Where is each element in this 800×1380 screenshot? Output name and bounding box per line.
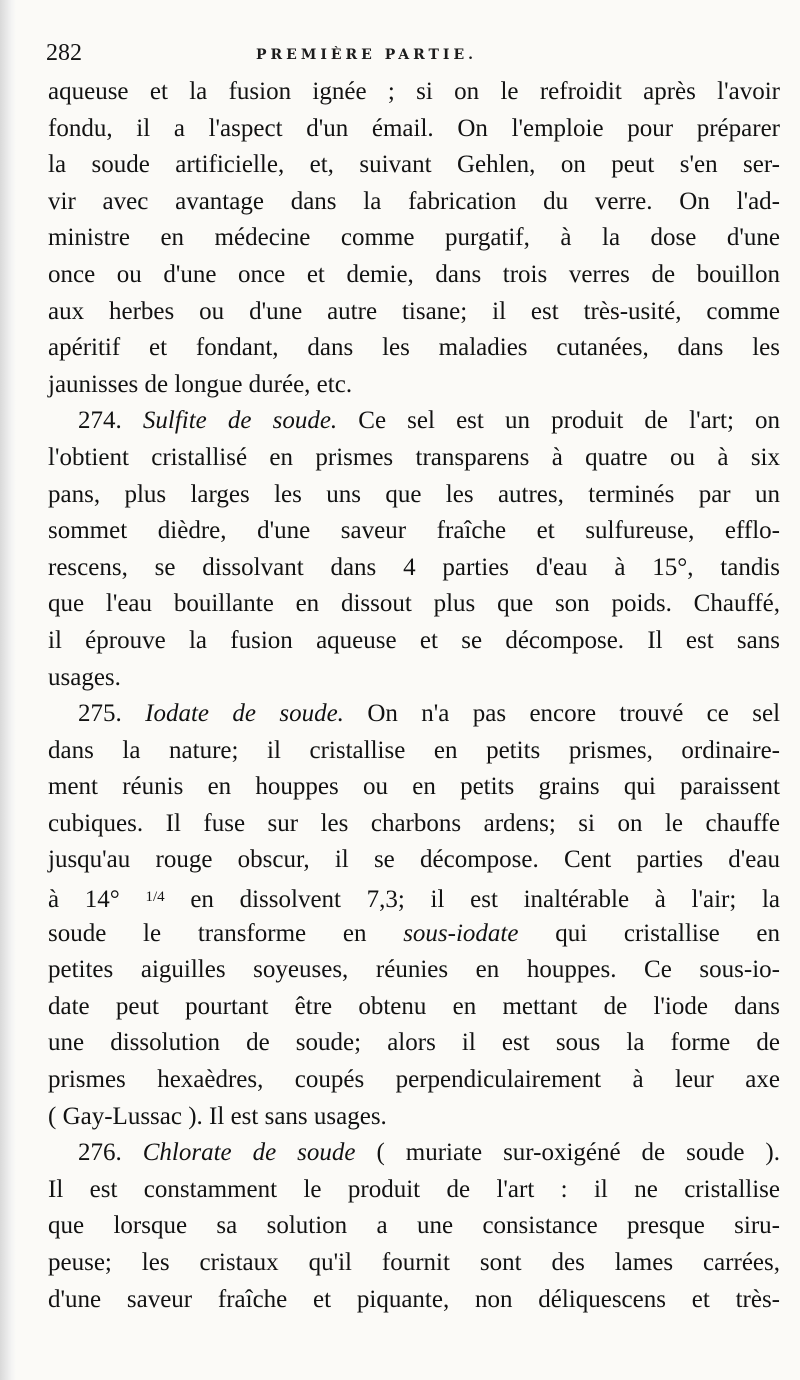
section-number: 275. — [78, 700, 122, 728]
text-segment: soude le transforme en — [48, 919, 367, 947]
text-line: petites aiguilles soyeuses, réunies en houppes. Ce sous-io- — [48, 956, 780, 984]
section-title: Sulfite de soude. — [142, 407, 338, 435]
text-line: jaunisses de longue durée, etc. — [48, 370, 353, 398]
text-line: vir avec avantage dans la fabrication du verre. On l'ad- — [48, 187, 780, 215]
section-text: On n'a pas encore trouvé ce sel — [367, 700, 781, 728]
text-line: jusqu'au rouge obscur, il se décompose. Cent parties d'eau — [48, 846, 780, 874]
section-title: Iodate de soude. — [145, 700, 344, 728]
section-number: 276. — [78, 1139, 122, 1167]
section-276-first-line — [48, 1135, 780, 1172]
text-line: ( Gay-Lussac ). Il est sans usages. — [48, 1102, 387, 1130]
text-line: once ou d'une once et demie, dans trois verres de bouillon — [48, 260, 780, 288]
text-line: rescens, se dissolvant dans 4 parties d'eau à 15°, tandis — [48, 553, 780, 581]
text-segment: à 14° — [48, 886, 120, 914]
text-line: Il est constamment le produit de l'art : il ne cristallise — [48, 1175, 780, 1203]
section-text: Ce sel est un produit de l'art; on — [358, 407, 781, 435]
text-line: une dissolution de soude; alors il est sous la forme de — [48, 1029, 780, 1057]
section-number: 274. — [78, 407, 122, 435]
text-line: aux herbes ou d'une autre tisane; il est très-usité, comme — [48, 297, 780, 325]
text-line: ministre en médecine comme purgatif, à la dose d'une — [48, 224, 780, 252]
text-line: pans, plus larges les uns que les autres, terminés par un — [48, 480, 780, 508]
text-segment: en dissolvent 7,3; il est inaltérable à l'air; la — [190, 886, 781, 914]
text-line: sommet dièdre, d'une saveur fraîche et sulfureuse, efflo- — [48, 517, 780, 545]
text-line: usages. — [48, 663, 121, 691]
italic-term: sous-iodate — [403, 919, 519, 947]
section-275-first-line — [48, 696, 780, 733]
text-line: la soude artificielle, et, suivant Gehlen, on peut s'en ser- — [48, 151, 780, 179]
text-line: aqueuse et la fusion ignée ; si on le refroidit après l'avoir — [48, 78, 780, 105]
text-line: que lorsque sa solution a une consistance presque siru- — [48, 1212, 780, 1240]
page-number: 282 — [46, 40, 82, 66]
section-274-first-line — [48, 403, 780, 440]
text-line: d'une saveur fraîche et piquante, non déliquescens et très- — [48, 1285, 780, 1313]
text-line: dans la nature; il cristallise en petits prismes, ordinaire- — [48, 736, 780, 764]
running-head: PREMIÈRE PARTIE. — [256, 47, 478, 63]
fraction: 1/4 — [145, 889, 165, 906]
text-line: apéritif et fondant, dans les maladies cutanées, dans les — [48, 334, 780, 362]
text-line: date peut pourtant être obtenu en mettant de l'iode dans — [48, 992, 780, 1020]
section-title: Chlorate de soude — [142, 1139, 356, 1167]
text-line: fondu, il a l'aspect d'un émail. On l'emploie pour préparer — [48, 114, 780, 142]
text-line: ment réunis en houppes ou en petits grains qui paraissent — [48, 773, 780, 801]
text-line: l'obtient cristallisé en prismes transparens à quatre ou à six — [48, 443, 780, 471]
section-text: ( muriate sur-oxigéné de soude ). — [376, 1139, 780, 1167]
text-line-italic — [48, 916, 780, 953]
page-edge-shadow — [0, 0, 16, 1380]
body-text — [48, 74, 780, 1318]
text-line-fraction — [48, 879, 780, 916]
text-line: prismes hexaèdres, coupés perpendiculairement à leur axe — [48, 1066, 780, 1094]
page-header — [46, 40, 766, 70]
text-line: il éprouve la fusion aqueuse et se décompose. Il est sans — [48, 626, 780, 654]
text-line: que l'eau bouillante en dissout plus que son poids. Chauffé, — [48, 590, 780, 618]
text-line: cubiques. Il fuse sur les charbons ardens; si on le chauffe — [48, 809, 780, 837]
text-segment: qui cristallise en — [555, 919, 781, 947]
text-line: peuse; les cristaux qu'il fournit sont des lames carrées, — [48, 1249, 780, 1276]
